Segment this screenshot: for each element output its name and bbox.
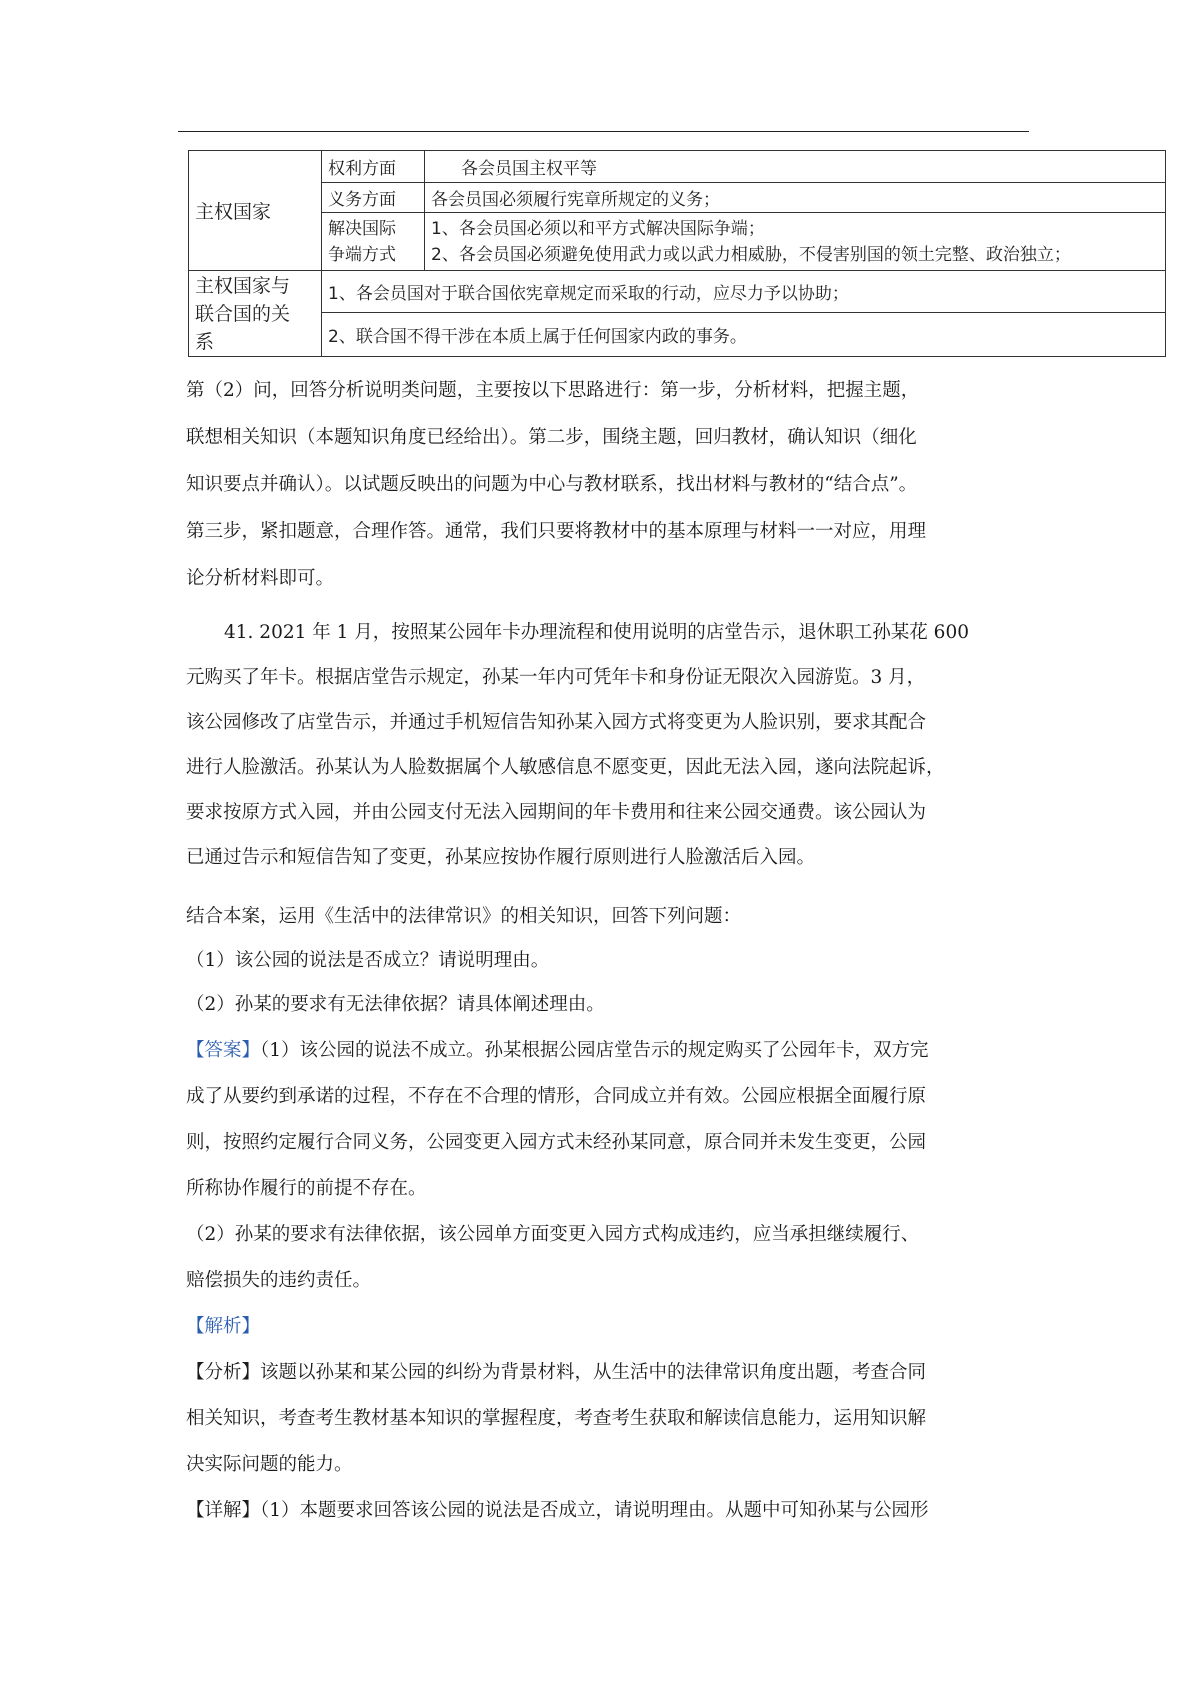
table-cell-relation-text-2: 2、联合国不得干涉在本质上属于任何国家内政的事务。 <box>322 313 1166 357</box>
table-cell-rights-text: 各会员国主权平等 <box>425 151 1166 183</box>
table-cell-relation-text-1: 1、各会员国对于联合国依宪章规定而采取的行动，应尽力予以协助； <box>322 271 1166 313</box>
table-cell-dispute-text: 1、各会员国必须以和平方式解决国际争端； 2、各会员国必须避免使用武力或以武力相威胁，不侵害别国的领土完整、政治独立； <box>425 213 1166 271</box>
table-cell-rights-label: 权利方面 <box>322 151 425 183</box>
table-cell-duties-text: 各会员国必须履行宪章所规定的义务； <box>425 183 1166 213</box>
fenxi-label: 【分析】 <box>186 1362 261 1383</box>
xiangjie-label: 【详解】 <box>186 1500 261 1521</box>
sub-question-2: （2）孙某的要求有无法律依据？请具体阐述理由。 <box>186 994 605 1015</box>
answer-1-paragraph: 【答案】（1）该公园的说法不成立。孙某根据公园店堂告示的规定购买了公园年卡，双方完 成了从要约到承诺的过程，不存在不合理的情形，合同成立并有效。公园应根据全面履行原 则，按照约定履行合同义务，公园变更入园方式未经孙某同意，原合同并未发生变更，公园 所称协作履行的前提不存在。 <box>186 1040 929 1199</box>
table-cell-sovereign-state: 主权国家 <box>189 151 322 271</box>
answer-label: 【答案】 <box>186 1040 261 1061</box>
fenxi-paragraph: 【分析】该题以孙某和某公园的纠纷为背景材料，从生活中的法律常识角度出题，考查合同 相关知识，考查考生教材基本知识的掌握程度，考查考生获取和解读信息能力，运用知识解 决实际问题的能力。 <box>186 1362 927 1475</box>
question-prompt: 结合本案，运用《生活中的法律常识》的相关知识，回答下列问题： <box>186 906 742 927</box>
analysis-q2-paragraph: 第（2）问，回答分析说明类问题，主要按以下思路进行：第一步，分析材料，把握主题， 联想相关知识（本题知识角度已经给出）。第二步，围绕主题，回归教材，确认知识（细化 知识要点并确认）。以试题反映出的问题为中心与教材联系，找出材料与教材的“结合点”。 第三步，紧扣题意，合理作答。通常，我们只要将教材中的基本原理与材料一一对应，用理 论分析材料即可。 <box>186 380 927 589</box>
question-41-paragraph: 41. 2021 年 1 月，按照某公园年卡办理流程和使用说明的店堂告示，退休职工孙某花 600 元购买了年卡。根据店堂告示规定，孙某一年内可凭年卡和身份证无限次入园游览。3 月， 该公园修改了店堂告示，并通过手机短信告知孙某入园方式将变更为人脸识别，要求其配合 进行人脸激活。孙某认为人脸数据属个人敏感信息不愿变更，因此无法入园，遂向法院起诉， 要求按原方式入园，并由公园支付无法入园期间的年卡费用和往来公园交通费。该公园认为 已通过告示和短信告知了变更，孙某应按协作履行原则进行人脸激活后入园。 <box>186 622 969 868</box>
table-cell-relation: 主权国家与 联合国的关 系 <box>189 271 322 357</box>
answer-2-paragraph: （2）孙某的要求有法律依据，该公园单方面变更入园方式构成违约，应当承担继续履行、 赔偿损失的违约责任。 <box>186 1224 920 1291</box>
xiangjie-paragraph: 【详解】（1）本题要求回答该公园的说法是否成立，请说明理由。从题中可知孙某与公园形 <box>186 1500 929 1521</box>
table-cell-dispute-label: 解决国际 争端方式 <box>322 213 425 271</box>
un-knowledge-table <box>188 150 1166 356</box>
table-cell-duties-label: 义务方面 <box>322 183 425 213</box>
jiexi-label: 【解析】 <box>186 1316 261 1337</box>
header-rule <box>178 131 1029 132</box>
sub-question-1: （1）该公园的说法是否成立？请说明理由。 <box>186 950 550 971</box>
